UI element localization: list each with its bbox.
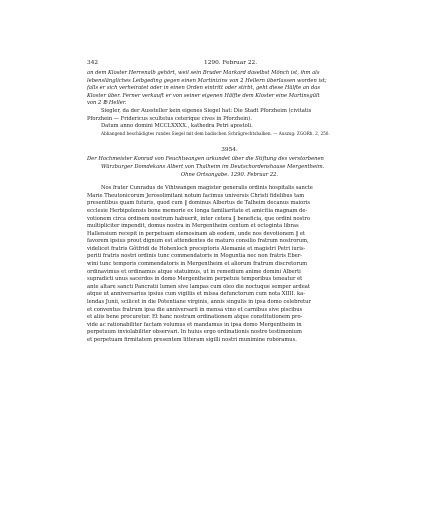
text-line: Hallensium recepit in perpetuam elemosinam ab eodem, unde nos devotionem ‖ et — [87, 230, 306, 237]
text-line: multipliciter impendit, domus nostra in Mergentheim centum et octoginta libras — [87, 223, 299, 230]
summary-line: an dem Kloster Herrenalb gehört, weil sein Bruder Markard daselbst Mönch ist, ihm als — [87, 70, 320, 76]
text-line: et perpetuam firmitatem presentem litteram sigilli nostri munimine roboramus. — [87, 337, 297, 343]
text-line: periti fratris nostri ordinis tunc commendatoris in Moguntia nec non fratris Eber- — [87, 253, 302, 260]
summary-line: falls er sich verheiratet oder in einen Orden eintritt oder stirbt, geht diese Hälfte an das — [87, 85, 320, 92]
text-line: perpetuum inviolabiliter observari. In huius ergo ordinationis nostre testimonium — [87, 329, 302, 336]
place-date: Ohne Ortsangabe. 1290. Februar 22. — [180, 171, 279, 178]
latin-text — [87, 185, 372, 344]
summary-line: von 2 ℔ Heller. — [87, 100, 127, 107]
text-line: ecclesie Herbipolensis bone memorie ex longa familiaritate et amicitia magnam de- — [87, 207, 308, 214]
summary-line: Kloster über. Ferner verkauft er von seiner eigenen Hälfte dem Kloster eine Martinsgült — [87, 92, 320, 99]
document-summary — [87, 156, 372, 171]
text-line: vide ac rationabiliter factam volumus et mandamus in ipsa domo Mergentheim in — [87, 321, 302, 328]
page-header — [87, 60, 372, 70]
siegler-line: Siegler, da der Aussteller kein eigenes Siegel hat: Die Stadt Pforzheim (civitatis — [101, 107, 312, 114]
previous-document-tail — [87, 70, 372, 137]
text-line: Marie Theutonicorum Jerosolimitani notum facimus universis Christi fidelibus tam — [87, 192, 305, 199]
siegler-line-2: Pforzhein — Fridericus scultetus ceterique cives in Pforzhein). — [87, 115, 252, 122]
text-line: videlicet fratris Gôtfridi de Hohenloch preceptoris Alemanie et magistri Petri iuris- — [87, 245, 306, 252]
text-line: votionem circa ordinem nostrum habuerit, inter cetera ‖ beneficia, que ordini nostro — [87, 215, 310, 222]
text-line: supradicti unus sacerdos in domo Mergentheim perpetuis temporibus teneatur et — [87, 276, 303, 283]
header-date: 1290. Februar 22. — [204, 60, 258, 66]
text-line: ante altare sancti Pancratii lumen sive lampas cum oleo die noctuque semper ardeat — [87, 283, 310, 290]
summary-line: Würzburger Domdekans Albert von Thalheim im Deutschordenshause Mergentheim. — [101, 163, 325, 170]
document-number: 3954. — [221, 146, 238, 153]
document-page — [87, 60, 372, 345]
text-line: wini tunc temporis commendatoris in Mergentheim et aliorum fratrum discretorum — [87, 261, 308, 268]
summary-line: Der Hochmeister Konrad von Feuchtwangen urkundet über die Stiftung des verstorbenen — [87, 156, 324, 163]
text-line: et aliis bene procuretur. Et hanc nostram ordinationem atque constitutionem pro- — [87, 314, 303, 321]
text-line: lendas Junii, scilicet in die Potentiane virginis, annis singulis in ipsa domo celebretur — [87, 299, 311, 306]
text-line: et conventus fratrum ipsa die anniversarii in mensa vino et carnibus sive piscibus — [87, 306, 303, 313]
datum-line: Datum anno domini MCCLXXXX., kathedra Petri apostoli. — [101, 123, 253, 130]
text-line: Nos frater Cunradus de Vihtwangen magister generalis ordinis hospitalis sancte — [101, 185, 313, 192]
text-line: presentibus quam futuris, quod cum ‖ dominus Albertus de Talheim decanus maioris — [87, 200, 311, 207]
source-note: Abhangend beschädigtes rundes Siegel mit dem badischen Schrägrechtsbalken. — Auszug: ZGORh. 2, 250. — [101, 130, 330, 136]
summary-line: lebenslängliches Leibgeding gegen einen Martinizins von 2 Hellern überlassen worden ist; — [87, 77, 327, 84]
page-number: 342 — [87, 60, 99, 66]
text-line: atque ut anniversarius ipsius cum vigiliis et missa defunctorum cum nota XIIII. ka- — [87, 291, 305, 298]
text-line: favorem ipsius prout dignum est attendentes de maturo consilio fratrum nostrorum, — [87, 238, 309, 245]
text-line: ordinavimus et ordinamus atque statuimus, ut in remedium anime domini Alberti — [87, 268, 301, 275]
